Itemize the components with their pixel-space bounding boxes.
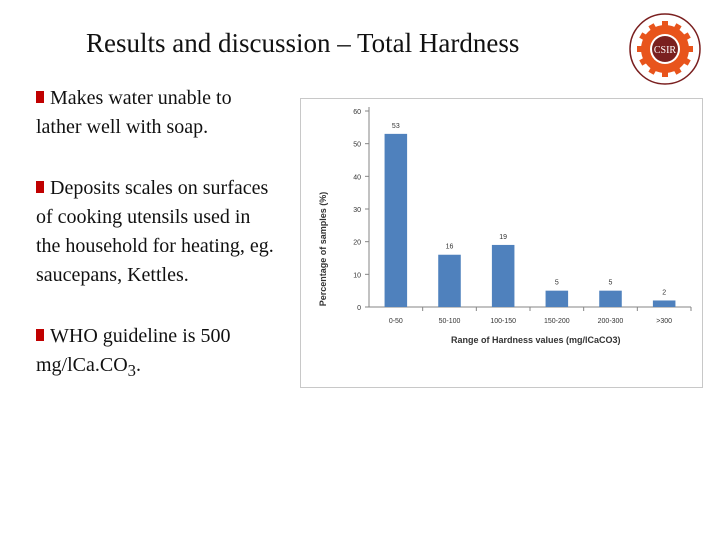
data-label: 16 [445,243,454,251]
bullet-subscript: 3 [127,361,136,380]
bullet-item [36,322,276,385]
y-tick-label: 20 [353,239,361,247]
data-label: 5 [608,279,613,287]
bullet-item [36,84,276,142]
y-tick-label: 40 [353,174,361,182]
y-tick-label: 10 [353,272,361,280]
x-tick-label: 150-200 [543,318,570,325]
bar [492,245,515,307]
y-axis-label: Percentage of samples (%) [318,191,328,307]
bullet-square-icon [36,329,44,341]
y-tick-label: 60 [353,109,361,116]
x-tick-label: >300 [656,318,673,325]
y-tick-label: 30 [353,207,361,214]
y-tick-label: 0 [357,305,361,312]
bullet-text: WHO guideline is 500 mg/lCa.CO [36,325,231,376]
x-tick-label: 0-50 [388,318,403,325]
bullet-text: Makes water unable to lather well with soap. [36,87,232,138]
bullet-text: Deposits scales on surfaces of cooking utensils used in the household for heating, eg. saucepans, Kettles. [36,177,274,286]
bullet-item [36,174,276,290]
logo-text: CSIR [653,45,677,56]
x-tick-label: 100-150 [490,318,517,325]
x-axis-label: Range of Hardness values (mg/lCaCO3) [451,335,621,345]
data-label: 2 [662,289,667,297]
csir-logo [628,12,702,86]
chart-frame [300,98,703,388]
bullet-square-icon [36,181,44,193]
bar [438,255,461,307]
y-tick-label: 50 [353,141,361,149]
bar [653,300,676,307]
bullet-list [36,84,276,417]
slide-title: Results and discussion – Total Hardness [86,28,520,58]
x-tick-label: 50-100 [438,318,461,325]
data-label: 5 [554,279,559,287]
bar [599,291,622,307]
bar [385,134,408,307]
bullet-text-end: . [136,354,141,376]
bar [546,291,569,307]
x-tick-label: 200-300 [597,318,624,325]
data-label: 19 [499,233,508,241]
bullet-square-icon [36,91,44,103]
data-label: 53 [391,122,400,130]
